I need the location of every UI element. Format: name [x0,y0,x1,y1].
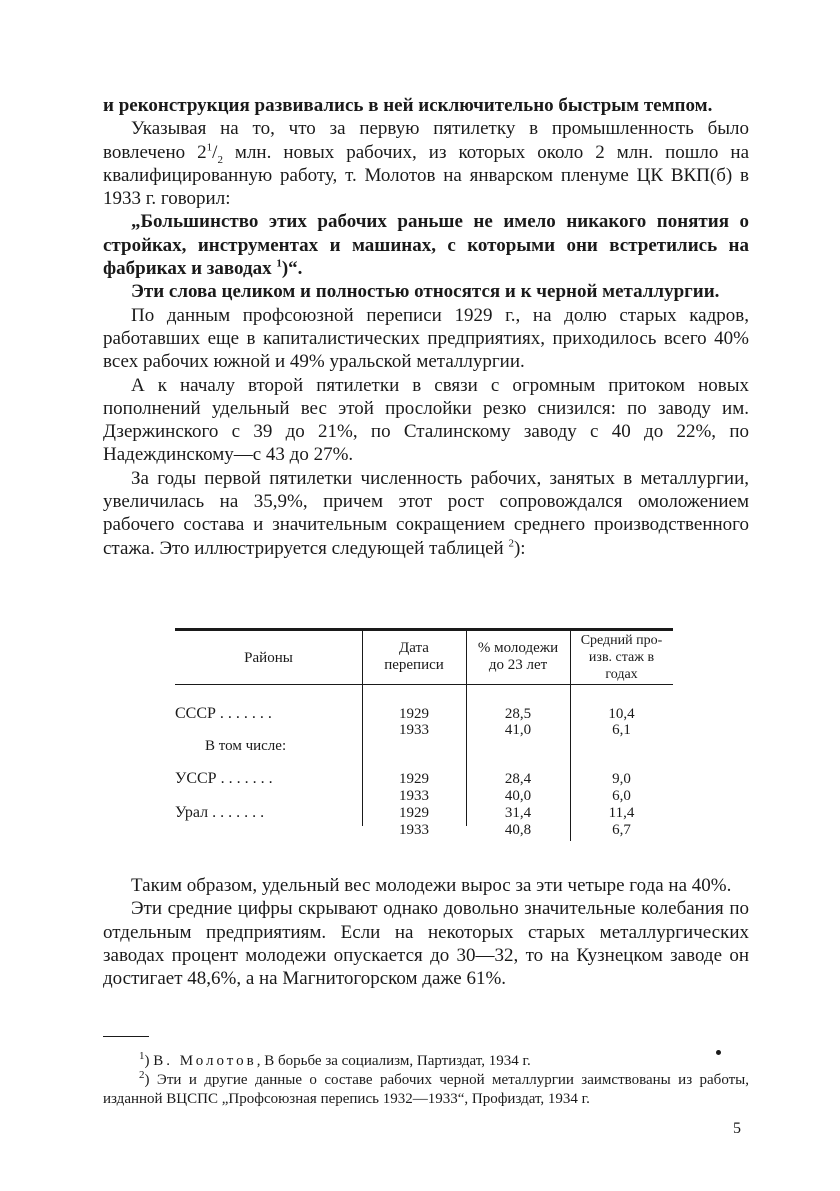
row-label-ukr [175,770,277,788]
label-ukr: УССР [175,770,217,787]
cell-exp: 6,1 [612,722,631,738]
paragraph-7-text: За годы первой пятилетки численность рабочих, занятых в металлургии, увеличилась на 35,9%, причем этот рост сопровождался омоложением рабочего состава и значительным сокращением среднего производственного стажа. Это иллюстрируется следующей таблицей [103,467,749,559]
leader-dots: ....... [219,705,276,722]
header-date-line1: Дата [399,640,429,656]
cell-youth: 41,0 [504,722,532,738]
footnote-2: $^2$) Эти и другие данные о составе рабочих черной металлургии заимствованы из работы, изданной ВЦСПС „Профсоюзная перепись 1932—1933“, Профиздат, 1934 г. [103,1069,750,1107]
paragraph-7 [103,467,749,560]
footnote-1: $^1$) В. Молотов, В борьбе за социализм, Партиздат, 1934 г. [139,1050,531,1069]
cell-youth: 31,4 [504,805,532,821]
cell-year: 1933 [399,822,429,838]
footnote-1-number: 1 [139,1050,145,1062]
cell-exp: 11,4 [608,805,635,821]
cell-exp: 9,0 [612,771,631,787]
table-header-rule [175,684,673,685]
cell-year: 1929 [399,805,429,821]
quote-end: )“. [281,258,303,280]
paragraph-2 [103,117,749,210]
footnote-separator [103,1036,149,1037]
page-number: 5 [733,1120,741,1137]
footnote-1-text: , В борьбе за социализм, Партиздат, 1934 г. [256,1053,531,1069]
fraction-slash: / [212,141,218,163]
cell-year: 1933 [399,788,429,804]
fraction-numerator: 1 [206,141,213,154]
header-youth-line1: % молодежи [477,640,559,656]
paragraph-2-text-b: млн. новых рабочих, из которых около 2 млн. пошло на квалифицированную работу, т. Молотов на январском пленуме ЦК ВКП(б) в 1933 г. говорил: [103,141,749,210]
header-date-line2: переписи [384,657,444,673]
header-youth-line2: до 23 лет [488,657,548,673]
cell-exp: 10,4 [608,706,635,722]
cell-year: 1929 [399,771,429,787]
header-exp-line1: Средний про- [580,633,663,648]
cell-exp: 6,0 [612,788,631,804]
header-region: Районы [244,650,293,666]
page-body [103,94,749,560]
label-ussr: СССР [175,705,216,722]
paragraph-7-end: ): [513,537,526,559]
header-experience [570,632,673,683]
cell-year: 1929 [399,706,429,722]
row-label-including: В том числе: [205,738,287,754]
label-ural: Урал [175,804,209,821]
footnote-1-author: В. Молотов [153,1053,257,1069]
quote-text: „Большинство этих рабочих раньше не имело никакого понятия о стройках, инструментах и машинах, с которыми они встретились на фабриках и заводах [103,211,749,280]
cell-youth: 40,8 [504,822,532,838]
leader-dots: ....... [220,770,277,787]
leader-dots: ....... [212,804,269,821]
paragraph-1: и реконструкция развивались в ней исключительно быстрым темпом. [103,95,713,116]
header-date [362,640,466,674]
cell-youth: 28,4 [504,771,532,787]
header-youth [466,640,570,674]
cell-youth: 40,0 [504,788,532,804]
paragraph-5: По данным профсоюзной переписи 1929 г., на долю старых кадров, работавших еще в капиталистических предприятиях, приходилось всего 40% всех рабочих южной и 49% уральской металлургии. [103,304,749,373]
header-exp-line2: изв. стаж в [588,650,655,665]
footnote-2-text: Эти и другие данные о составе рабочих черной металлургии заимствованы из работы, изданной ВЦСПС „Профсоюзная перепись 1932—1933“, Профиздат, 1934 г. [103,1072,750,1107]
page-body-bottom [103,874,749,990]
cell-exp: 6,7 [612,822,631,838]
fraction-denominator: 2 [217,153,223,166]
table-top-rule [175,628,673,631]
row-label-ural [175,804,268,822]
header-exp-line3: годах [605,667,638,682]
quote-paragraph [103,210,749,280]
row-label-ussr [175,705,276,723]
paragraph-4: Эти слова целиком и полностью относятся и к черной металлургии. [131,281,720,303]
footnote-2-number: 2 [139,1069,145,1081]
paragraph-9: Эти средние цифры скрывают однако довольно значительные колебания по отдельным предприятиям. Если на некоторых старых металлургических заводах процент молодежи опускается до 30—32, то на Кузнецком заводе он достигает 48,6%, а на Магнитогорском даже 61%. [103,898,749,990]
paragraph-8: Таким образом, удельный вес молодежи вырос за эти четыре года на 40%. [131,875,732,896]
paragraph-2-text-a: Указывая на то, что за первую пятилетку в промышленность было вовлечено 2 [103,118,749,163]
footnotes [103,1052,749,1109]
cell-youth: 28,5 [504,706,532,722]
cell-year: 1933 [399,722,429,738]
paragraph-6: А к началу второй пятилетки в связи с огромным притоком новых пополнений удельный вес этой прослойки резко снизился: по заводу им. Дзержинского с 39 до 21%, по Сталинскому заводу с 40 до 22%, по Надеждинскому—с 43 до 27%. [103,374,749,466]
footnote-ref-1: 1 [276,257,282,270]
footnote-ref-2: 2 [508,537,514,550]
